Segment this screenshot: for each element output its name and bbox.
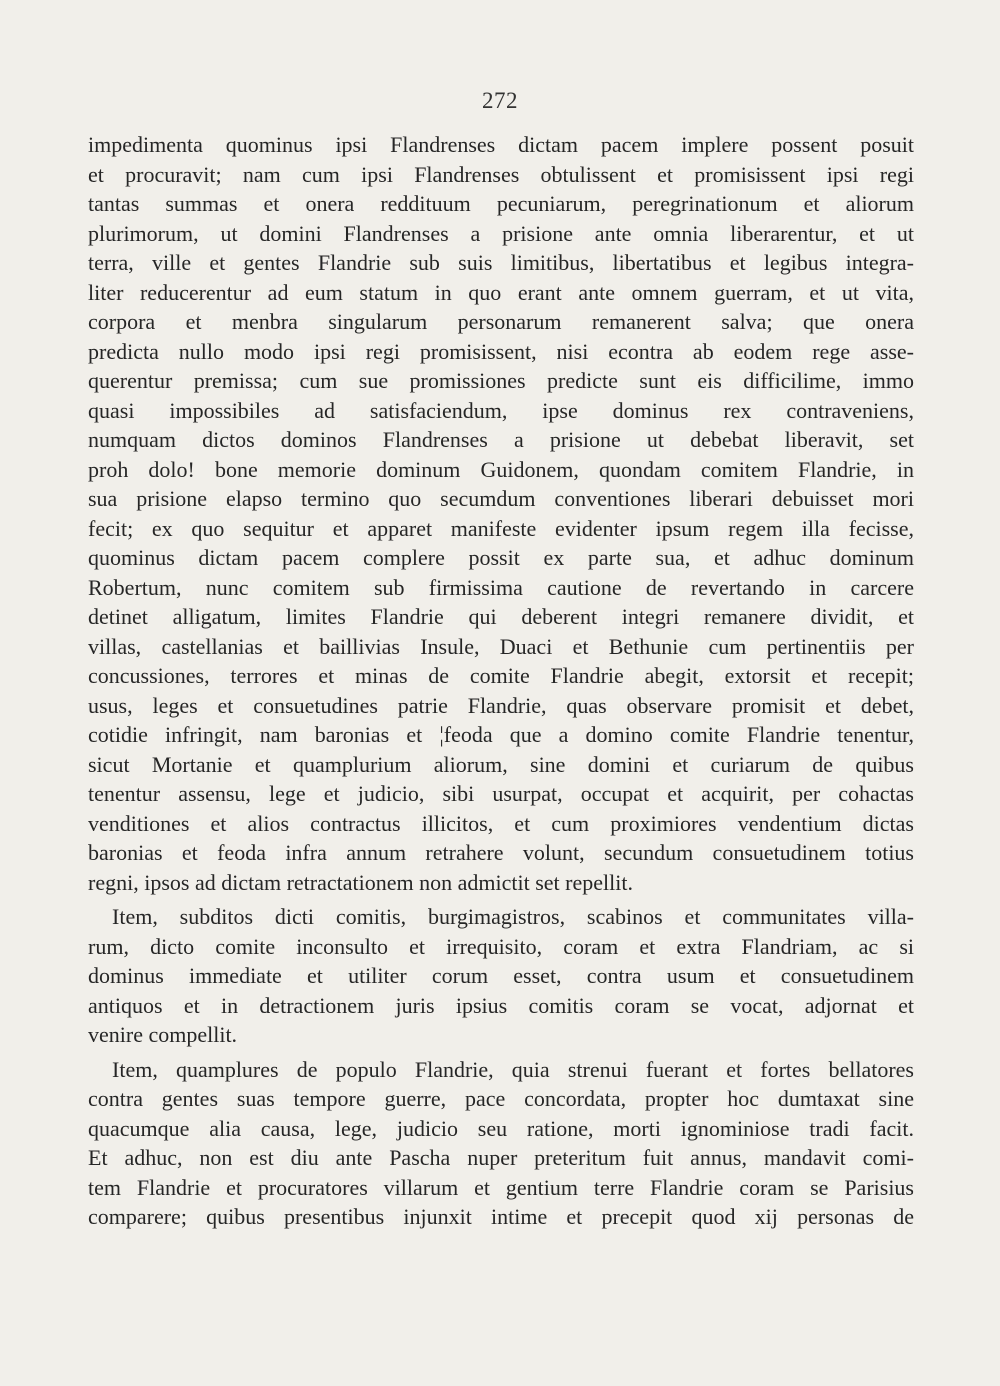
text-line: regni, ipsos ad dictam retractationem non admictit set repellit. [88, 869, 633, 895]
text-line: villas, castellanias et baillivias Insule, Duaci et Bethunie cum pertinentiis per [88, 633, 914, 659]
text-line: comparere; quibus presentibus injunxit intime et precepit quod xij personas de [88, 1204, 914, 1229]
text-line: antiquos et in detractionem juris ipsius comitis coram se vocat, adjornat et [88, 992, 914, 1018]
text-line: predicta nullo modo ipsi regi promisissent, nisi econtra ab eodem rege asse- [88, 338, 914, 364]
text-line: quominus dictam pacem complere possit ex parte sua, et adhuc dominum [88, 545, 914, 570]
text-line: proh dolo! bone memorie dominum Guidonem, quondam comitem Flandrie, in [88, 456, 914, 482]
text-line: querentur premissa; cum sue promissiones predicte sunt eis difficilime, immo [88, 368, 914, 393]
text-line: cotidie infringit, nam baronias et ¦feoda que a domino comite Flandrie tenentur, [88, 722, 914, 747]
text-line: rum, dicto comite inconsulto et irrequisito, coram et extra Flandriam, ac si [88, 933, 914, 959]
text-line: Item, subditos dicti comitis, burgimagistros, scabinos et communitates villa- [112, 904, 914, 929]
text-line: contra gentes suas tempore guerre, pace concordata, propter hoc dumtaxat sine [88, 1086, 914, 1111]
text-line: usus, leges et consuetudines patrie Flandrie, quas observare promisit et debet, [88, 692, 914, 718]
text-line: et procuravit; nam cum ipsi Flandrenses obtulissent et promisissent ipsi regi [88, 161, 914, 187]
paragraph [88, 130, 914, 897]
paragraph [88, 902, 914, 1050]
text-line: tem Flandrie et procuratores villarum et gentium terre Flandrie coram se Parisius [88, 1174, 914, 1200]
text-line: quacumque alia causa, lege, judicio seu ratione, morti ignominiose tradi facit. [88, 1115, 914, 1141]
text-line: impedimenta quominus ipsi Flandrenses dictam pacem implere possent posuit [88, 132, 914, 157]
text-line: fecit; ex quo sequitur et apparet manifeste evidenter ipsum regem illa fecisse, [88, 515, 914, 541]
text-line: corpora et menbra singularum personarum remanerent salva; que onera [88, 309, 914, 334]
text-line: Item, quamplures de populo Flandrie, quia strenui fuerant et fortes bellatores [112, 1056, 914, 1082]
text-line: dominus immediate et utiliter corum esset, contra usum et consuetudinem [88, 963, 914, 988]
text-line: venditiones et alios contractus illicitos, et cum proximiores vendentium dictas [88, 810, 914, 836]
text-line: quasi impossibiles ad satisfaciendum, ipse dominus rex contraveniens, [88, 397, 914, 423]
text-line: terra, ville et gentes Flandrie sub suis limitibus, libertatibus et legibus integra- [88, 250, 914, 275]
text-line: plurimorum, ut domini Flandrenses a prisione ante omnia liberarentur, et ut [88, 220, 914, 246]
text-line: tenentur assensu, lege et judicio, sibi usurpat, occupat et acquirit, per cohactas [88, 781, 914, 806]
text-line: venire compellit. [88, 1022, 238, 1047]
text-line: Robertum, nunc comitem sub firmissima cautione de revertando in carcere [88, 574, 914, 600]
text-line: concussiones, terrores et minas de comite Flandrie abegit, extorsit et recepit; [88, 663, 914, 688]
text-line: baronias et feoda infra annum retrahere volunt, secundum consuetudinem totius [88, 840, 914, 865]
text-line: sua prisione elapso termino quo secumdum conventiones liberari debuisset mori [88, 486, 914, 511]
text-line: tantas summas et onera reddituum pecuniarum, peregrinationum et aliorum [88, 191, 914, 216]
text-line: liter reducerentur ad eum statum in quo erant ante omnem guerram, et ut vita, [88, 279, 914, 305]
paragraph [88, 1055, 914, 1232]
page-number: 272 [482, 88, 518, 113]
text-line: Et adhuc, non est diu ante Pascha nuper preteritum fuit annus, mandavit comi- [88, 1145, 914, 1170]
text-line: detinet alligatum, limites Flandrie qui deberent integri remanere dividit, et [88, 604, 914, 629]
text-line: sicut Mortanie et quamplurium aliorum, sine domini et curiarum de quibus [88, 751, 914, 777]
text-line: numquam dictos dominos Flandrenses a prisione ut debebat liberavit, set [88, 427, 914, 452]
body-text [88, 130, 914, 1232]
